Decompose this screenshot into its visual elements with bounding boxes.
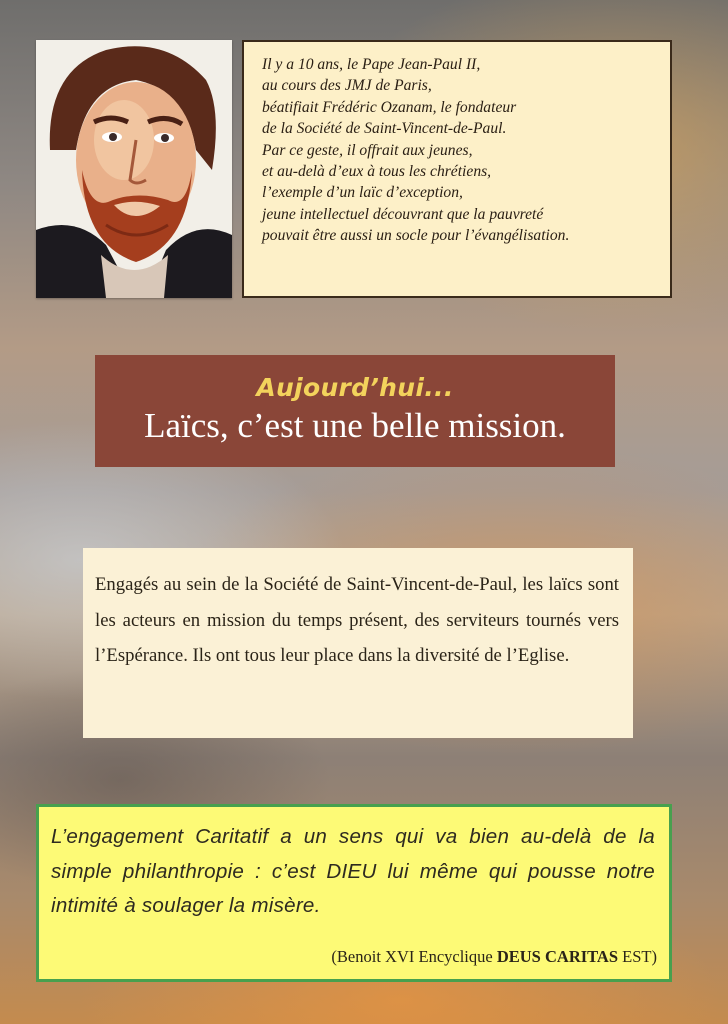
intro-text-box bbox=[242, 40, 672, 298]
quote-text: L’engagement Caritatif a un sens qui va bien au-delà de la simple philanthropie : c’est DIEU lui même qui pousse notre intimité à soulager la misère. bbox=[51, 825, 655, 917]
quote-box bbox=[36, 804, 672, 982]
intro-line: béatifiait Frédéric Ozanam, le fondateur bbox=[262, 98, 517, 116]
banner-title: Laïcs, c’est une belle mission. bbox=[144, 406, 566, 445]
intro-line: pouvait être aussi un socle pour l’évangélisation. bbox=[262, 227, 570, 245]
banner-subtitle: Aujourd’hui... bbox=[256, 373, 454, 402]
intro-line: au cours des JMJ de Paris, bbox=[262, 77, 432, 95]
intro-line: Par ce geste, il offrait aux jeunes, bbox=[262, 141, 473, 159]
quote-source-bold: DEUS CARITAS bbox=[496, 947, 619, 966]
intro-line: Il y a 10 ans, le Pape Jean-Paul II, bbox=[262, 56, 481, 73]
ozanam-portrait-illustration bbox=[36, 40, 232, 298]
intro-line: jeune intellectuel découvrant que la pauvreté bbox=[262, 205, 544, 223]
intro-line: et au-delà d’eux à tous les chrétiens, bbox=[262, 163, 492, 181]
intro-line: de la Société de Saint-Vincent-de-Paul. bbox=[262, 120, 507, 138]
quote-source bbox=[331, 947, 657, 967]
mission-paragraph: Engagés au sein de la Société de Saint-Vincent-de-Paul, les laïcs sont les acteurs en mission du temps présent, des serviteurs tournés vers l’Espérance. Ils ont tous leur place dans la diversité de l’Eglise. bbox=[83, 548, 633, 738]
quote-source-suffix: EST) bbox=[618, 947, 657, 966]
portrait-image bbox=[36, 40, 232, 298]
intro-line: l’exemple d’un laïc d’exception, bbox=[262, 184, 463, 202]
mission-banner bbox=[95, 355, 615, 467]
quote-source-prefix: (Benoit XVI Encyclique bbox=[331, 947, 497, 966]
